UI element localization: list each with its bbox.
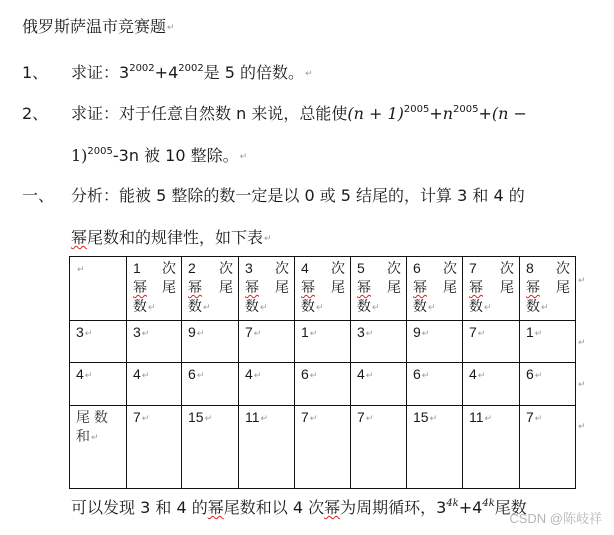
conclusion-text: 尾数: [494, 498, 527, 517]
paragraph-mark-icon: ↵: [429, 412, 438, 423]
cell-value: 7: [469, 324, 477, 340]
header-cell-power-1: [127, 257, 182, 321]
header-cell-power-8: [520, 257, 576, 321]
spellcheck-word: 幂: [245, 279, 259, 295]
header-word: 尾: [500, 279, 514, 295]
table-cell: [239, 406, 295, 489]
cell-value: 6: [301, 366, 309, 382]
header-word: 尾: [556, 279, 570, 295]
table-cell: [127, 406, 182, 489]
problem-1-prefix: 求证：: [71, 63, 120, 82]
table-cell: [127, 363, 182, 406]
cell-value: 9: [413, 324, 421, 340]
exponent: 2002: [129, 63, 155, 74]
paragraph-mark-icon: ↵: [141, 327, 150, 338]
conclusion-text: 可以发现 3 和 4 的: [71, 498, 208, 517]
cell-value: 9: [188, 324, 196, 340]
cell-value: 7: [301, 409, 309, 425]
table-cell: [463, 321, 520, 363]
exponent: 4k: [482, 498, 495, 509]
conclusion-text: 为周期循环，: [340, 498, 437, 517]
cell-value: 6: [188, 366, 196, 382]
base-3: 3: [119, 63, 130, 82]
csdn-watermark: CSDN @陈岐祥: [509, 511, 602, 526]
exponent: 2005: [403, 104, 430, 115]
cell-value: 15: [188, 409, 204, 425]
table-cell: [520, 406, 576, 489]
header-word: 尾: [162, 279, 176, 295]
plus-sign: +: [458, 498, 473, 517]
problem-2-number: 2、: [22, 104, 49, 123]
paragraph-mark-icon: ↵: [260, 301, 268, 312]
header-word: 次: [162, 260, 176, 276]
cell-value: 7: [357, 409, 365, 425]
paragraph-mark-icon: ↵: [421, 327, 430, 338]
paragraph-mark-icon: ↵: [148, 301, 156, 312]
header-word: 数: [413, 298, 427, 314]
paragraph-mark-icon: ↵: [203, 301, 211, 312]
paragraph-mark-icon: ↵: [264, 233, 272, 244]
power-number: 3: [245, 260, 253, 276]
table-cell: [520, 363, 576, 406]
power-number: 6: [413, 260, 421, 276]
cell-value: 7: [133, 409, 141, 425]
document-title: [22, 17, 175, 38]
paragraph-mark-icon: ↵: [196, 327, 205, 338]
row-end-mark-icon: ↵: [578, 422, 586, 432]
problem-2-text-line1: [71, 104, 527, 124]
power-number: 4: [301, 260, 309, 276]
table-cell: [351, 321, 407, 363]
table-cell: [239, 363, 295, 406]
row-label: 尾 数: [76, 409, 108, 425]
header-word: 数: [245, 298, 259, 314]
table-row: [70, 363, 576, 406]
paragraph-mark-icon: ↵: [196, 369, 205, 380]
row-end-mark-icon: ↵: [578, 276, 586, 286]
paragraph-mark-icon: ↵: [372, 301, 380, 312]
header-word: 次: [219, 260, 233, 276]
table-header-row: [70, 257, 576, 321]
spellcheck-word: 幂: [469, 279, 483, 295]
plus-sign: +: [154, 63, 169, 82]
cell-value: 11: [469, 409, 484, 425]
power-tail-table: [69, 256, 576, 489]
header-cell-power-2: [182, 257, 239, 321]
header-word: 次: [387, 260, 401, 276]
spellcheck-word: 幂: [301, 279, 315, 295]
paragraph-mark-icon: ↵: [484, 412, 493, 423]
conclusion-text: 尾数和以 4 次: [223, 498, 325, 517]
problem-2-prefix: 求证：对于任意自然数 n 来说，总能使: [71, 104, 348, 123]
analysis-line2: [71, 228, 272, 249]
paragraph-mark-icon: ↵: [239, 151, 248, 162]
header-word: 尾: [387, 279, 401, 295]
paragraph-mark-icon: ↵: [84, 369, 93, 380]
paragraph-mark-icon: ↵: [428, 301, 436, 312]
problem-1-suffix: 是 5 的倍数。: [203, 63, 305, 82]
row-label-cell: [70, 406, 127, 489]
header-cell-power-5: [351, 257, 407, 321]
table-cell: [407, 363, 463, 406]
paragraph-mark-icon: ↵: [541, 301, 549, 312]
header-word: 尾: [443, 279, 457, 295]
spellcheck-word: 幂: [357, 279, 371, 295]
header-word: 尾: [275, 279, 289, 295]
paragraph-mark-icon: ↵: [77, 263, 85, 274]
paragraph-mark-icon: ↵: [484, 301, 492, 312]
base-4: 4: [472, 498, 483, 517]
header-word: 次: [443, 260, 457, 276]
paragraph-mark-icon: ↵: [84, 327, 93, 338]
spellcheck-word: 幂: [413, 279, 427, 295]
paragraph-mark-icon: ↵: [260, 412, 269, 423]
table-cell: [351, 363, 407, 406]
problem-2-suffix: -3n 被 10 整除。: [112, 146, 239, 165]
paragraph-mark-icon: ↵: [365, 327, 374, 338]
paragraph-mark-icon: ↵: [204, 412, 213, 423]
table-cell: [182, 321, 239, 363]
power-number: 5: [357, 260, 365, 276]
analysis-number: 一、: [22, 186, 55, 205]
cell-value: 7: [245, 324, 253, 340]
table-cell: [407, 321, 463, 363]
cell-value: 4: [133, 366, 141, 382]
paragraph-mark-icon: ↵: [91, 431, 99, 442]
paragraph-mark-icon: ↵: [141, 412, 150, 423]
header-word: 次: [556, 260, 570, 276]
cell-value: 1: [301, 324, 309, 340]
table-cell: [182, 363, 239, 406]
paragraph-mark-icon: ↵: [253, 369, 262, 380]
header-word: 次: [331, 260, 345, 276]
header-word: 数: [133, 298, 147, 314]
cell-value: 6: [413, 366, 421, 382]
spellcheck-word: 幂: [133, 279, 147, 295]
row-label: 4: [76, 366, 84, 382]
paragraph-mark-icon: ↵: [309, 327, 318, 338]
exponent: 2005: [453, 104, 479, 115]
table-cell: [520, 321, 576, 363]
header-word: 数: [469, 298, 483, 314]
spellcheck-word: 幂: [526, 279, 540, 295]
paragraph-mark-icon: ↵: [365, 412, 374, 423]
header-word: 数: [301, 298, 315, 314]
header-word: 尾: [219, 279, 233, 295]
spellcheck-word: 幂: [207, 498, 224, 517]
row-end-mark-icon: ↵: [578, 380, 586, 390]
math-expr-n-minus: (n −: [491, 104, 527, 123]
base-4: 4: [168, 63, 179, 82]
paragraph-mark-icon: ↵: [477, 327, 486, 338]
table-cell: [407, 406, 463, 489]
paragraph-mark-icon: ↵: [167, 22, 175, 33]
header-word: 数: [188, 298, 202, 314]
spellcheck-word: 幂: [71, 228, 88, 247]
table-cell: [295, 321, 351, 363]
cell-value: 4: [245, 366, 253, 382]
math-expr-1-close: 1): [71, 146, 88, 165]
paragraph-mark-icon: ↵: [316, 301, 324, 312]
table-cell: [127, 321, 182, 363]
cell-value: 4: [357, 366, 365, 382]
cell-value: 4: [469, 366, 477, 382]
header-cell-power-6: [407, 257, 463, 321]
power-number: 8: [526, 260, 534, 276]
base-3: 3: [436, 498, 447, 517]
paragraph-mark-icon: ↵: [365, 369, 374, 380]
header-cell-power-4: [295, 257, 351, 321]
problem-2-text-line2: [71, 146, 247, 167]
cell-value: 15: [413, 409, 429, 425]
table-cell: [463, 406, 520, 489]
table-cell: [239, 321, 295, 363]
paragraph-mark-icon: ↵: [534, 369, 543, 380]
table-cell: [295, 406, 351, 489]
power-number: 7: [469, 260, 477, 276]
cell-value: 11: [245, 409, 260, 425]
header-cell-empty: [70, 257, 127, 321]
math-expr-n: n: [442, 104, 454, 123]
problem-1-text: [71, 63, 313, 84]
table-cell: [182, 406, 239, 489]
problem-1-number: 1、: [22, 63, 49, 82]
title-text: 俄罗斯萨温市竞赛题: [22, 17, 167, 36]
plus-sign: +: [478, 104, 492, 123]
paragraph-mark-icon: ↵: [534, 327, 543, 338]
analysis-line1: 分析：能被 5 整除的数一定是以 0 或 5 结尾的，计算 3 和 4 的: [71, 186, 525, 205]
paragraph-mark-icon: ↵: [253, 327, 262, 338]
row-label: 3: [76, 324, 84, 340]
power-number: 2: [188, 260, 196, 276]
paragraph-mark-icon: ↵: [309, 412, 318, 423]
header-word: 尾: [331, 279, 345, 295]
header-cell-power-7: [463, 257, 520, 321]
cell-value: 3: [133, 324, 141, 340]
paragraph-mark-icon: ↵: [309, 369, 318, 380]
row-end-mark-icon: ↵: [578, 338, 586, 348]
table-row: [70, 321, 576, 363]
power-number: 1: [133, 260, 141, 276]
conclusion-line: [71, 498, 527, 518]
exponent: 2005: [87, 146, 113, 157]
cell-value: 7: [526, 409, 534, 425]
spellcheck-word: 幂: [188, 279, 202, 295]
spellcheck-word: 幂: [324, 498, 341, 517]
row-label-cell: [70, 363, 127, 406]
table-cell: [351, 406, 407, 489]
paragraph-mark-icon: ↵: [477, 369, 486, 380]
paragraph-mark-icon: ↵: [141, 369, 150, 380]
paragraph-mark-icon: ↵: [534, 412, 543, 423]
header-word: 数: [357, 298, 371, 314]
plus-sign: +: [429, 104, 443, 123]
paragraph-mark-icon: ↵: [421, 369, 430, 380]
math-expr-n-plus-1: (n + 1): [347, 104, 404, 123]
exponent: 4k: [446, 498, 459, 509]
table-cell: [295, 363, 351, 406]
row-label: 和: [76, 428, 90, 444]
header-cell-power-3: [239, 257, 295, 321]
analysis-line2-text: 尾数和的规律性，如下表: [87, 228, 264, 247]
table-cell: [463, 363, 520, 406]
table-row: [70, 406, 576, 489]
cell-value: 1: [526, 324, 534, 340]
exponent: 2002: [178, 63, 204, 74]
header-word: 次: [275, 260, 289, 276]
row-label-cell: [70, 321, 127, 363]
header-word: 次: [500, 260, 514, 276]
cell-value: 6: [526, 366, 534, 382]
paragraph-mark-icon: ↵: [305, 68, 313, 79]
header-word: 数: [526, 298, 540, 314]
cell-value: 3: [357, 324, 365, 340]
